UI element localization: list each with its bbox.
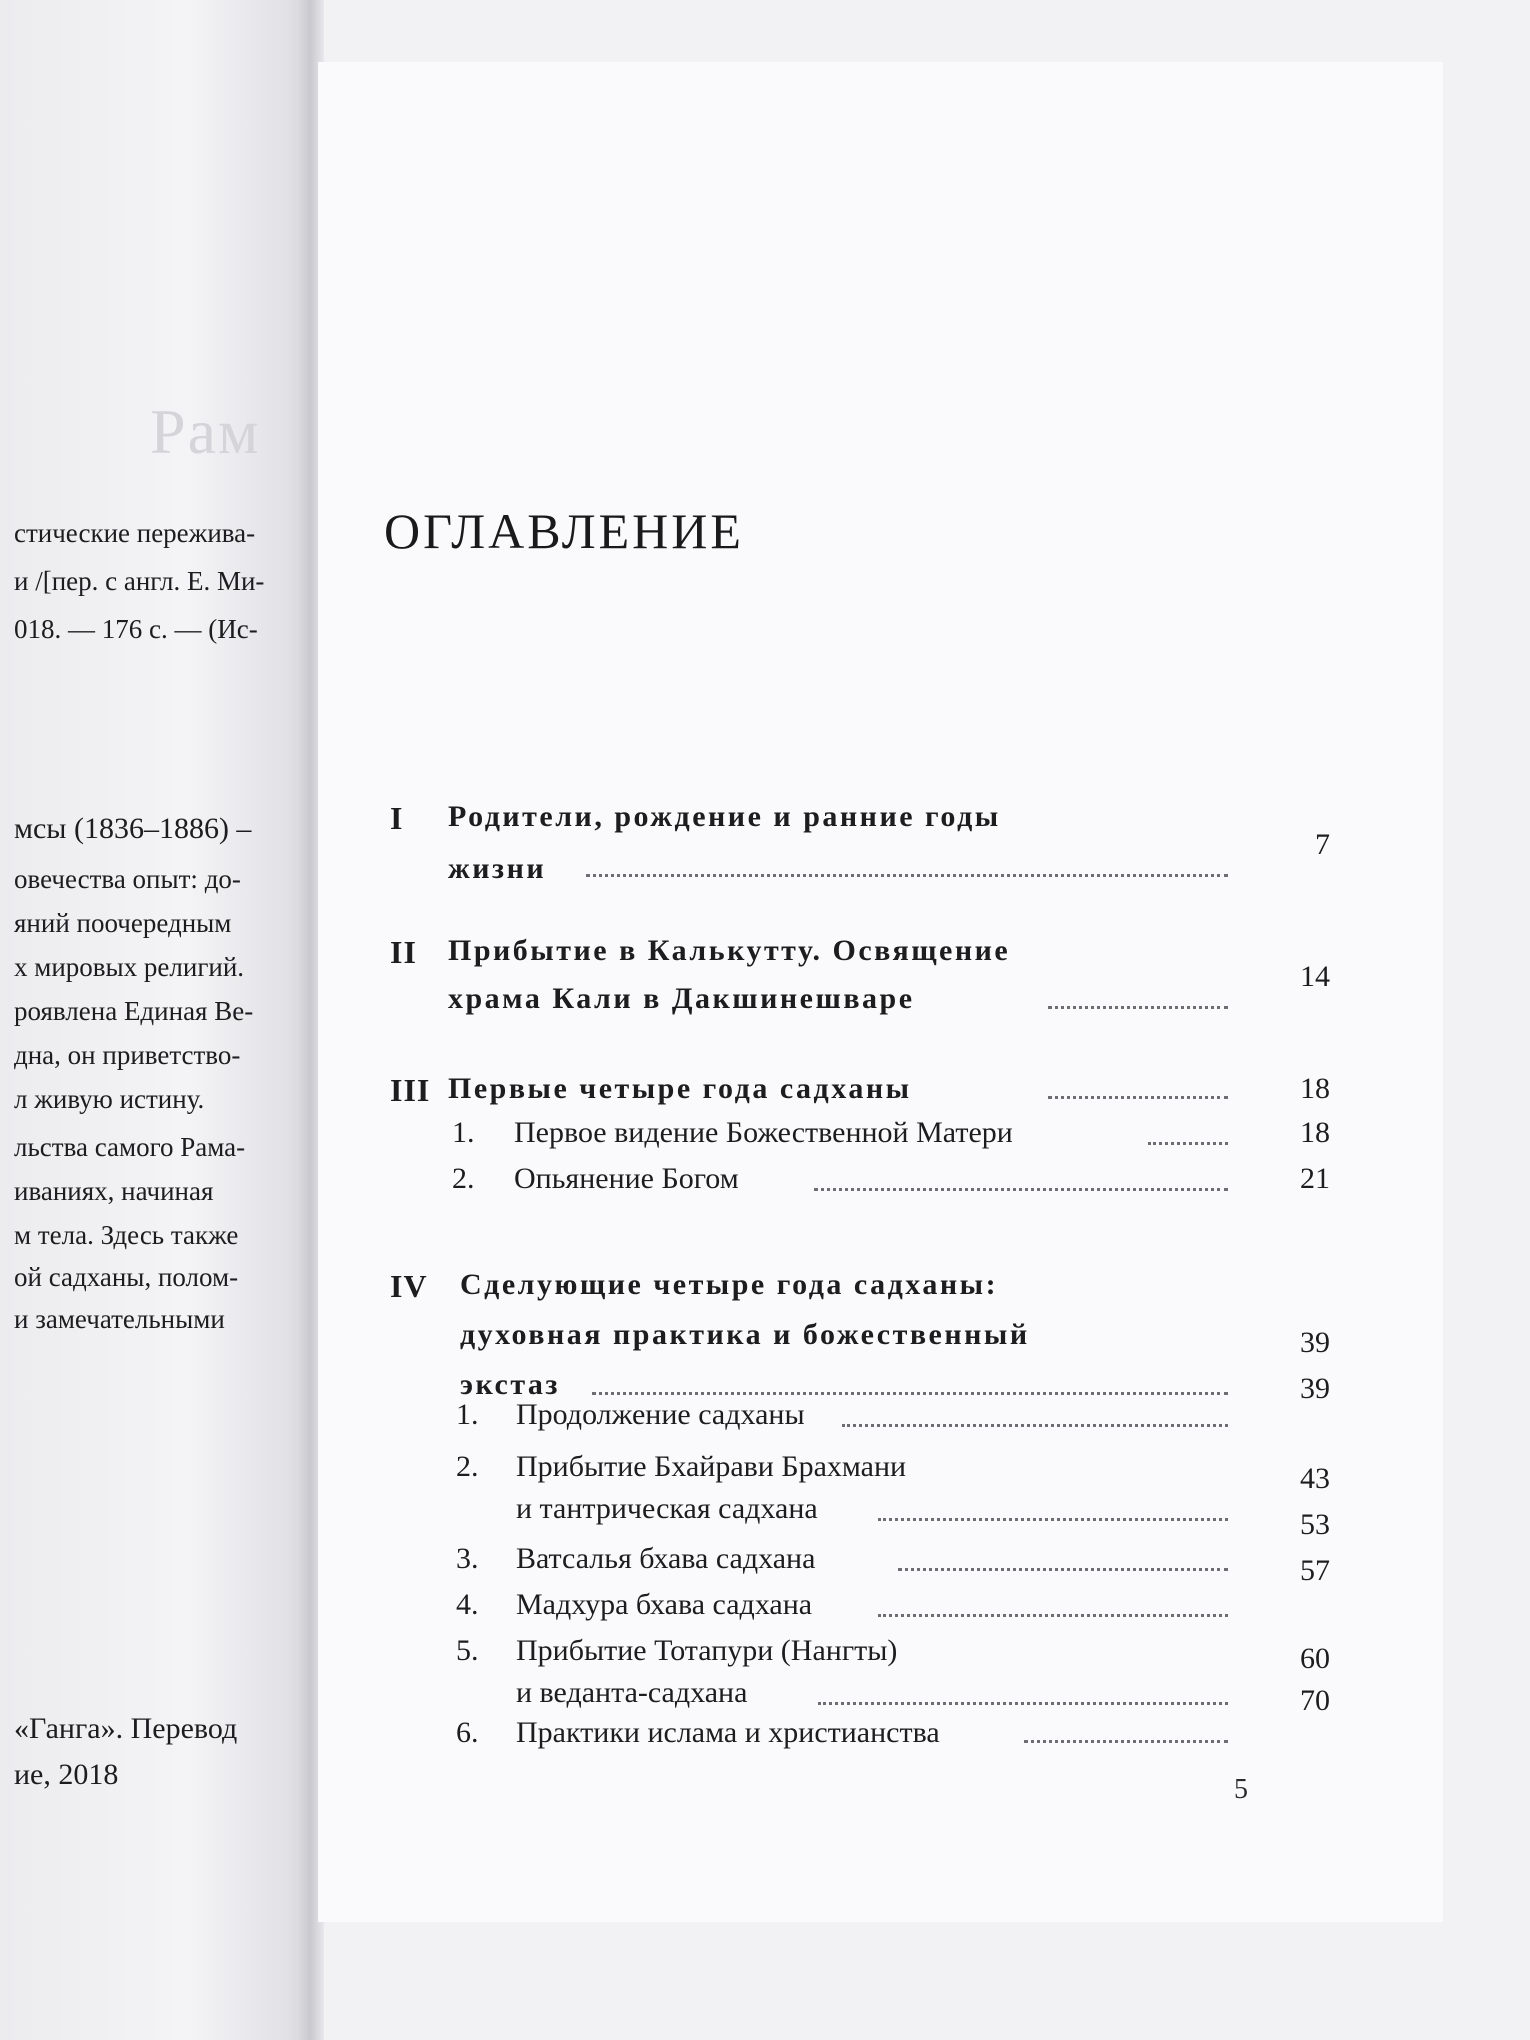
- subsection-title: Практики ислама и христианства: [516, 1716, 940, 1749]
- chapter-title: Сделующие четыре года садханы:: [460, 1268, 999, 1301]
- chapter-title: жизни: [448, 852, 547, 885]
- subsection-number: 3.: [456, 1542, 479, 1575]
- subsection-title: Прибытие Тотапури (Нангты): [516, 1634, 898, 1667]
- dot-leader: [842, 1424, 1228, 1427]
- left-page-line: стические пережива-: [14, 518, 256, 548]
- subsection-number: 5.: [456, 1634, 479, 1667]
- dot-leader: [898, 1568, 1228, 1571]
- dot-leader: [1048, 1006, 1228, 1009]
- dot-leader: [1024, 1740, 1228, 1743]
- page-number: 53: [1300, 1508, 1330, 1541]
- left-page-line: ие, 2018: [14, 1758, 119, 1791]
- dot-leader: [818, 1702, 1228, 1705]
- chapter-title: храма Кали в Дакшинешваре: [448, 982, 915, 1015]
- chapter-number: III: [390, 1072, 431, 1108]
- bleed-through-text: Рам: [150, 396, 261, 467]
- left-page-line: роявлена Единая Ве-: [14, 996, 254, 1026]
- subsection-number: 1.: [456, 1398, 479, 1431]
- left-page-line: льства самого Рама-: [14, 1132, 246, 1162]
- dot-leader: [878, 1518, 1228, 1521]
- page-number: 43: [1300, 1462, 1330, 1495]
- dot-leader: [814, 1188, 1228, 1191]
- subsection-title: Прибытие Бхайрави Брахмани: [516, 1450, 907, 1483]
- left-page-line: иваниях, начиная: [14, 1176, 214, 1206]
- chapter-number: IV: [390, 1268, 428, 1304]
- folio-page-number: 5: [1234, 1774, 1248, 1805]
- page-number: 21: [1300, 1162, 1330, 1195]
- left-page-line: «Ганга». Перевод: [14, 1712, 238, 1745]
- dot-leader: [586, 874, 1228, 877]
- subsection-title: Продолжение садханы: [516, 1398, 805, 1431]
- subsection-title: Ватсалья бхава садхана: [516, 1542, 816, 1575]
- chapter-number: I: [390, 800, 404, 836]
- left-page-line: 018. — 176 с. — (Ис-: [14, 614, 258, 644]
- right-page: [318, 62, 1443, 1922]
- chapter-title: Родители, рождение и ранние годы: [448, 800, 1001, 833]
- page-number: 7: [1315, 828, 1330, 861]
- left-page-line: дна, он приветство-: [14, 1040, 241, 1070]
- page-number: 14: [1300, 960, 1330, 993]
- dot-leader: [1048, 1096, 1228, 1099]
- chapter-number: II: [390, 934, 417, 970]
- page-number: 57: [1300, 1554, 1330, 1587]
- page-number: 18: [1300, 1116, 1330, 1149]
- left-page-line: л живую истину.: [14, 1084, 205, 1114]
- subsection-number: 2.: [452, 1162, 475, 1195]
- chapter-title: экстаз: [460, 1368, 560, 1401]
- subsection-number: 4.: [456, 1588, 479, 1621]
- page-number: 39: [1300, 1372, 1330, 1405]
- toc-heading: ОГЛАВЛЕНИЕ: [384, 503, 744, 559]
- subsection-title: и веданта-садхана: [516, 1676, 748, 1709]
- dot-leader: [878, 1614, 1228, 1617]
- left-page-line: м тела. Здесь также: [14, 1220, 239, 1250]
- left-page-line: х мировых религий.: [14, 952, 245, 982]
- dot-leader: [1148, 1142, 1228, 1145]
- subsection-title: Мадхура бхава садхана: [516, 1588, 813, 1621]
- chapter-title: Прибытие в Калькутту. Освящение: [448, 934, 1011, 967]
- left-page: [0, 0, 312, 2040]
- subsection-number: 6.: [456, 1716, 479, 1749]
- left-page-line: мсы (1836–1886) –: [14, 812, 252, 845]
- left-page-line: и замечательными: [14, 1304, 225, 1334]
- subsection-title: Первое видение Божественной Матери: [514, 1116, 1013, 1149]
- subsection-title: Опьянение Богом: [514, 1162, 739, 1195]
- chapter-title: Первые четыре года садханы: [448, 1072, 912, 1105]
- page-number: 39: [1300, 1326, 1330, 1359]
- page-number: 70: [1300, 1684, 1330, 1717]
- left-page-line: яний поочередным: [14, 908, 232, 938]
- left-page-line: и /[пер. с англ. Е. Ми-: [14, 566, 265, 596]
- chapter-title: духовная практика и божественный: [460, 1318, 1030, 1351]
- page-number: 60: [1300, 1642, 1330, 1675]
- subsection-number: 1.: [452, 1116, 475, 1149]
- dot-leader: [592, 1392, 1228, 1395]
- page-number: 18: [1300, 1072, 1330, 1105]
- left-page-line: ой садханы, полом-: [14, 1262, 239, 1292]
- subsection-title: и тантрическая садхана: [516, 1492, 818, 1525]
- subsection-number: 2.: [456, 1450, 479, 1483]
- left-page-line: овечества опыт: до-: [14, 864, 241, 894]
